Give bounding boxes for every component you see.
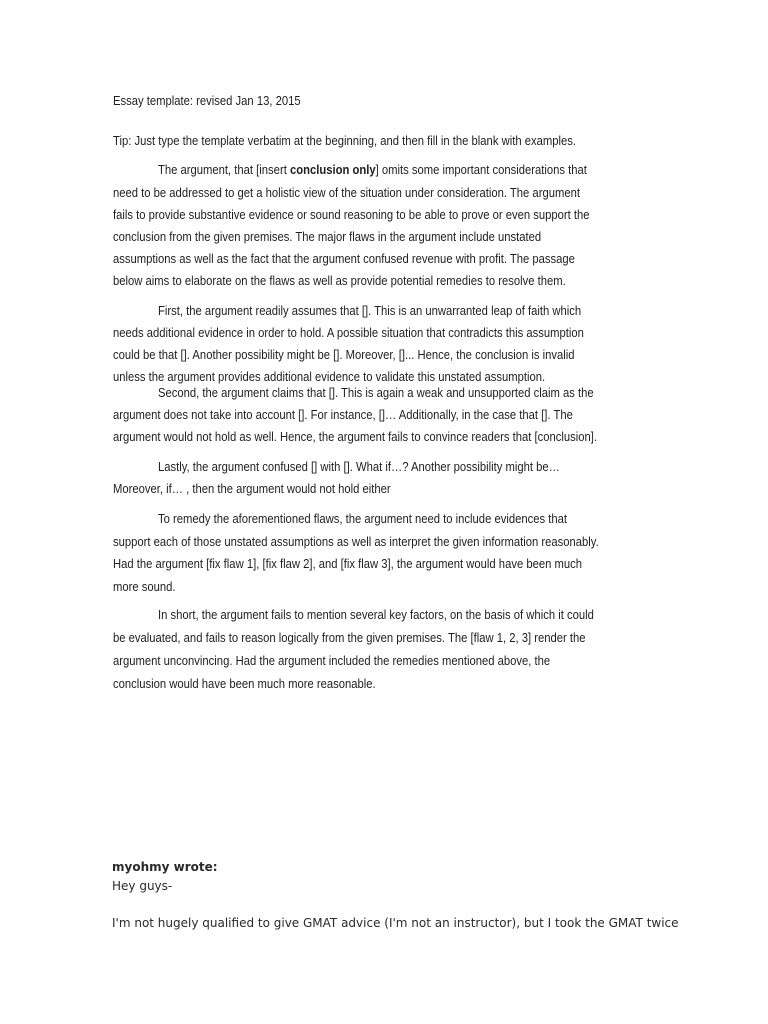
- first-line-1: First, the argument readily assumes that []. This is an unwarranted leap of faith which: [158, 304, 582, 318]
- remedy-line-2: support each of those unstated assumptions as well as interpret the given information reasonably.: [113, 535, 599, 549]
- first-line-3: could be that []. Another possibility might be []. Moreover, []... Hence, the conclusion is invalid: [113, 348, 575, 362]
- forum-greeting: Hey guys-: [112, 879, 173, 893]
- remedy-line-1: To remedy the aforementioned flaws, the argument need to include evidences that: [158, 512, 568, 526]
- tip-text: Tip: Just type the template verbatim at the beginning, and then fill in the blank with examples.: [113, 134, 576, 148]
- intro-line-6: below aims to elaborate on the flaws as well as provide potential remedies to resolve them.: [113, 274, 566, 288]
- remedy-line-4: more sound.: [113, 580, 176, 594]
- intro-line-2: need to be addressed to get a holistic view of the situation under consideration. The argument: [113, 186, 580, 200]
- first-line-2: needs additional evidence in order to hold. A possible situation that contradicts this assumption: [113, 326, 584, 340]
- forum-author: myohmy wrote:: [112, 860, 218, 874]
- conclusion-line-2: be evaluated, and fails to reason logically from the given premises. The [flaw 1, 2, 3] render the: [113, 631, 586, 645]
- conclusion-line-3: argument unconvincing. Had the argument included the remedies mentioned above, the: [113, 654, 551, 668]
- intro-line-3: fails to provide substantive evidence or sound reasoning to be able to prove or even support the: [113, 208, 590, 222]
- lastly-line-1: Lastly, the argument confused [] with []. What if…? Another possibility might be…: [158, 460, 560, 474]
- lastly-line-2: Moreover, if… , then the argument would not hold either: [113, 482, 391, 496]
- intro-text-bold: conclusion only: [289, 163, 376, 177]
- conclusion-line-1: In short, the argument fails to mention several key factors, on the basis of which it could: [158, 608, 594, 622]
- second-line-2: argument does not take into account []. For instance, []… Additionally, in the case that []. The: [113, 408, 573, 422]
- document-title: Essay template: revised Jan 13, 2015: [113, 94, 301, 108]
- conclusion-line-4: conclusion would have been much more reasonable.: [113, 677, 376, 691]
- intro-text-post: ] omits some important considerations that: [375, 163, 587, 177]
- first-line-4: unless the argument provides additional evidence to validate this unstated assumption.: [113, 370, 546, 384]
- intro-line-1: [113, 162, 587, 178]
- intro-text-pre: The argument, that [insert: [158, 163, 290, 177]
- second-line-1: Second, the argument claims that []. This is again a weak and unsupported claim as the: [158, 386, 594, 400]
- intro-line-5: assumptions as well as the fact that the argument confused revenue with profit. The passage: [113, 252, 575, 266]
- forum-body-line: I'm not hugely qualified to give GMAT advice (I'm not an instructor), but I took the GMAT twice: [112, 916, 679, 930]
- remedy-line-3: Had the argument [fix flaw 1], [fix flaw 2], and [fix flaw 3], the argument would have been much: [113, 557, 582, 571]
- intro-line-4: conclusion from the given premises. The major flaws in the argument include unstated: [113, 230, 542, 244]
- second-line-3: argument would not hold as well. Hence, the argument fails to convince readers that [conclusion].: [113, 430, 598, 444]
